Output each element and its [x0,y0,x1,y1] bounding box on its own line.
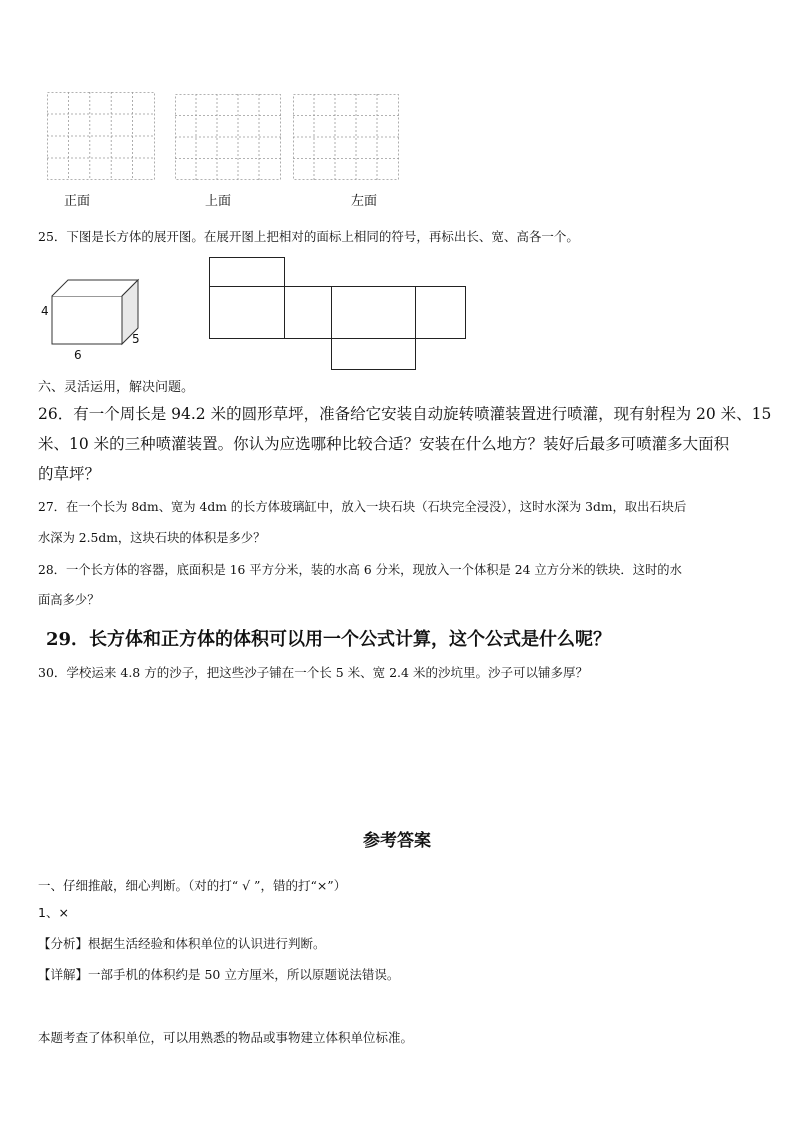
answer-note: 本题考查了体积单位，可以用熟悉的物品或事物建立体积单位标准。 [38,1030,414,1045]
cuboid-net-figure [207,255,469,373]
cuboid-width-label: 5 [132,332,140,346]
cuboid-figure [50,278,142,346]
question-30: 30．学校运来 4.8 方的沙子，把这些沙子铺在一个长 5 米、宽 2.4 米的沙坑里。沙子可以铺多厚？ [38,665,588,680]
answer-detail: 【详解】一部手机的体积约是 50 立方厘米，所以原题说法错误。 [38,967,400,982]
question-26-line-1: 26．有一个周长是 94.2 米的圆形草坪，准备给它安装自动旋转喷灌装置进行喷灌，现有射程为 20 米、15 [38,405,772,423]
cuboid-length-label: 6 [74,348,82,362]
question-26-line-3: 的草坪？ [38,465,101,483]
section-6-title: 六、灵活运用，解决问题。 [38,380,195,395]
question-26-line-2: 米、10 米的三种喷灌装置。你认为应选哪种比较合适？安装在什么地方？装好后最多可喷灌多大面积 [38,435,730,453]
top-view-grid [175,94,281,180]
top-view-label: 上面 [205,194,232,209]
cuboid-height-label: 4 [41,304,49,318]
left-view-grid [293,94,399,180]
front-view-label: 正面 [64,194,91,209]
answers-section-1: 一、仔细推敲，细心判断。（对的打“ √ ”，错的打“×”） [38,878,347,893]
left-view-label: 左面 [351,194,378,209]
question-27-line-1: 27．在一个长为 8dm、宽为 4dm 的长方体玻璃缸中，放入一块石块（石块完全浸没），这时水深为 3dm，取出石块后 [38,500,687,514]
answers-title: 参考答案 [363,831,431,851]
question-27-line-2: 水深为 2.5dm，这块石块的体积是多少？ [38,531,266,545]
question-28-line-1: 28．一个长方体的容器，底面积是 16 平方分米，装的水高 6 分米，现放入一个体积是 24 立方分米的铁块．这时的水 [38,563,682,577]
question-28-line-2: 面高多少？ [38,593,100,607]
question-25: 25．下图是长方体的展开图。在展开图上把相对的面标上相同的符号，再标出长、宽、高各一个。 [38,229,579,244]
answer-analysis: 【分析】根据生活经验和体积单位的认识进行判断。 [38,936,326,951]
answer-item-1: 1、× [38,905,69,920]
front-view-grid [47,92,155,180]
question-29: 29．长方体和正方体的体积可以用一个公式计算，这个公式是什么呢？ [46,629,612,650]
